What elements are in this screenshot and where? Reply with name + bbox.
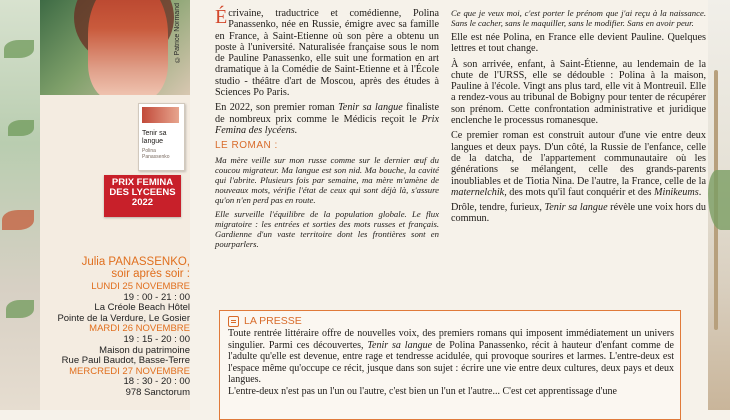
event-time: 19 : 15 - 20 : 00 [123,333,190,345]
event-day: LUNDI 25 NOVEMBRE [91,281,190,292]
award-text: finaliste de nombreux prix comme le Médicis reçoit le [215,102,439,125]
event-day: MARDI 26 NOVEMBRE [89,323,190,335]
author-photo-figure [88,0,168,95]
press-text-part: de Polina Panassenko, récit à hauteur d'enfant comme de l'adulte qu'elle est devenue, entre rage et tendresse acidulée, qui provoque sourires et larmes. L'entre-deux est l'espace même qu'occupe ce récit, jusque dans son sujet : écrire une vie entre deux cultures, deux pays et deux langues. [228,339,674,386]
photo-credit: ©Patrice Normand [174,3,181,63]
prize-line: DES LYCEENS [109,187,176,198]
book-title-ref: Tenir sa langue [367,339,433,351]
body-text: Drôle, tendre, furieux, [451,202,545,214]
event-time: 19 : 00 - 21 : 00 [123,291,190,303]
book-cover [138,103,185,171]
left-decor-strip [0,0,40,410]
leaf-decor [4,40,34,58]
press-heading-label: LA PRESSE [244,315,302,327]
event-place: Pointe de la Verdure, Le Gosier [57,312,190,324]
book-cover-title: Tenir sa langue [142,130,167,145]
prize-badge [104,175,181,217]
article-column-2 [451,8,706,229]
intro-paragraph [215,8,439,98]
prize-ref: Prix Femina des lycéens. [215,113,439,136]
flower-decor [2,210,34,230]
author-photo [40,0,190,95]
novel-quote: Ce que je veux moi, c'est porter le prénom que j'ai reçu à la naissance. Sans le cacher, sans le maquiller, sans le modifier. Sans en avoir peur. [451,8,706,28]
event-place: La Créole Beach Hôtel [94,302,190,314]
leaf-decor [8,120,34,136]
award-text: En 2022, son premier roman [215,102,339,114]
press-heading [228,315,674,327]
article-column-1 [215,8,439,253]
novel-quote: Elle surveille l'équilibre de la population globale. Le flux migratoire : les entrées et sorties des mots russes et français. Gardienne d'un vaste territoire dont les frontières sont en pourparlers. [215,208,439,249]
body-text: révèle une voix hors du commun. [451,202,706,225]
drop-cap: É [215,6,228,28]
event-name: Julia PANASSENKO, [81,256,190,268]
roman-heading: LE ROMAN : [215,140,278,152]
event-day: MERCREDI 27 NOVEMBRE [69,365,190,377]
body-paragraph [451,202,706,225]
intro-text: crivaine, traductrice et comédienne, Polina Panassenko, née en Russie, émigre avec sa famille en France, à Saint-Etienne où son père a obtenu un poste à l'université. Naturalisée française sous le nom de Pauline Panassenko, elle suit une formation en art dramatique à la Comédie de Saint-Etienne et à l'École studio - théâtre d'art de Moscou, après des études à Sciences Po Paris. [215,8,439,99]
event-schedule [42,256,190,399]
award-paragraph [215,102,439,136]
prize-line: PRIX FEMINA [111,177,174,188]
body-paragraph: Elle est née Polina, en France elle devient Pauline. Quelques lettres et tout change. [451,32,706,55]
event-time: 18 : 30 - 20 : 00 [123,376,190,388]
bush-decor [708,170,730,230]
italic-term: maternelchik [451,186,505,198]
book-cover-image [142,107,179,123]
press-text-part: Toute rentrée littéraire offre de nouvelles voix, des premiers romans qui imposent immédiatement un univers singulier. Parmi ces découvertes, [228,328,674,351]
body-paragraph [451,130,706,198]
leaf-decor [6,300,34,318]
italic-term: Minikeums [654,186,699,198]
press-text-part: L'entre-deux n'est pas un l'un ou l'autre, c'est bien un l'un et l'autre... C'est cet apprentissage d'une [228,385,617,397]
novel-quote: Ma mère veille sur mon russe comme sur le dernier œuf du coucou migrateur. Ma langue est son nid. Ma bouche, la cavité qui l'abrite. Plusieurs fois par semaine, ma mère m'amène de nouveaux mots, vérifie l'état de ceux qui sont déjà là, s'assure qu'on n'en perd pas en route. [215,154,439,205]
document-icon [228,316,239,327]
right-decor-strip [708,0,730,410]
book-title-ref: Tenir sa langue [338,102,403,114]
book-title-ref: Tenir sa langue [544,202,608,214]
press-box [219,310,681,420]
event-subtitle: soir après soir : [111,268,190,280]
event-place: 978 Sanctorum [125,386,190,398]
body-text: Ce premier roman est construit autour d'une vie entre deux langues et deux pays. D'un côté, la Russie de l'enfance, celle de la datcha, de l'appartement communautaire où les générations se mélangent, celle des grands-parents inoubliables et de Tiotia Nina. De l'autre, la France, celle de la [451,130,706,187]
body-text: . [698,186,702,198]
body-text: , des mots qu'il faut conquérir et des [504,186,654,198]
book-cover-author: Polina Panassenko [142,148,170,160]
body-paragraph: À son arrivée, enfant, à Saint-Étienne, au lendemain de la chute de l'URSS, elle se dédouble : Polina à la maison, Pauline à l'école. Vingt ans plus tard, elle vit à Montreuil. Elle a rendez-vous au tribunal de Bobigny pour tenter de récupérer son prénom. Cette confrontation administrative et juridique enclenche le processus romanesque. [451,58,706,127]
event-place: Maison du patrimoine [99,344,190,356]
press-text [228,328,674,398]
event-place: Rue Paul Baudot, Basse-Terre [61,355,190,367]
prize-line: 2022 [131,197,154,208]
